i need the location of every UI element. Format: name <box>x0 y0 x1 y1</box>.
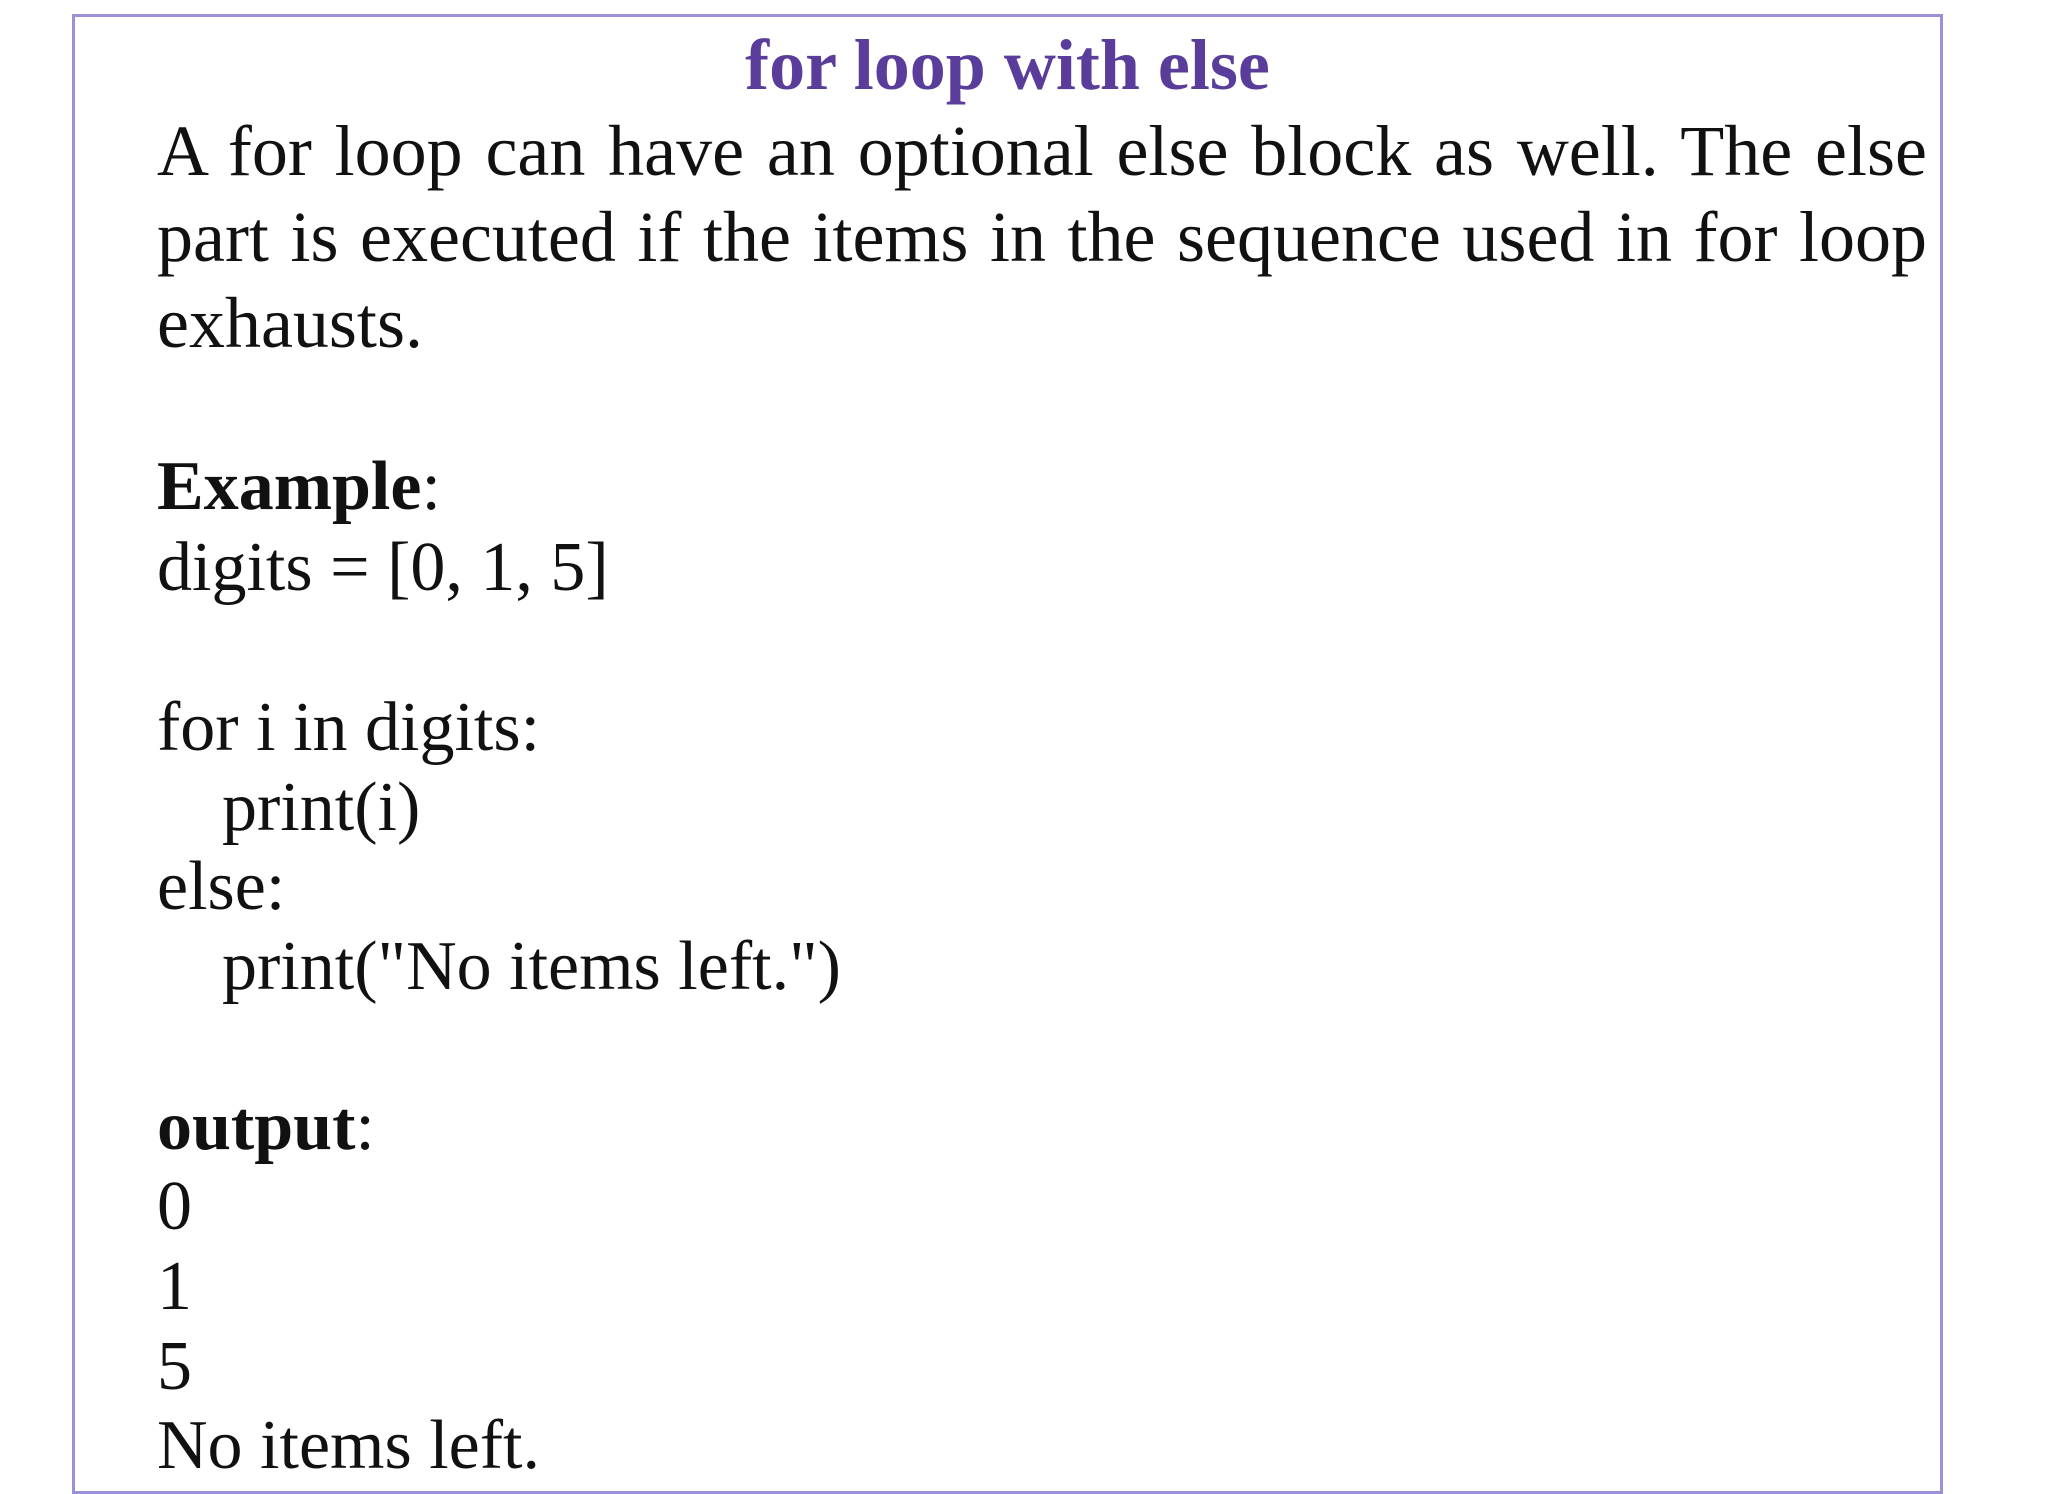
code-line: for i in digits: <box>157 689 541 766</box>
output-line: 0 <box>157 1168 192 1245</box>
output-line: No items left. <box>157 1407 540 1484</box>
slide-title: for loop with else <box>745 25 1270 105</box>
output-colon: : <box>355 1088 375 1165</box>
example-heading <box>157 447 441 527</box>
code-line: else: <box>157 848 286 925</box>
output-heading <box>157 1087 375 1167</box>
intro-paragraph: A for loop can have an optional else block as well. The else part is executed if the items in the sequence used in for loop exhausts. <box>157 111 1927 363</box>
output-line: 1 <box>157 1248 192 1325</box>
output-line: 5 <box>157 1328 192 1405</box>
code-line: print(i) <box>222 769 421 846</box>
example-label: Example <box>157 448 422 525</box>
code-line: print("No items left.") <box>222 928 841 1005</box>
output-label: output <box>157 1088 356 1165</box>
example-colon: : <box>421 448 441 525</box>
code-line: digits = [0, 1, 5] <box>157 529 609 606</box>
